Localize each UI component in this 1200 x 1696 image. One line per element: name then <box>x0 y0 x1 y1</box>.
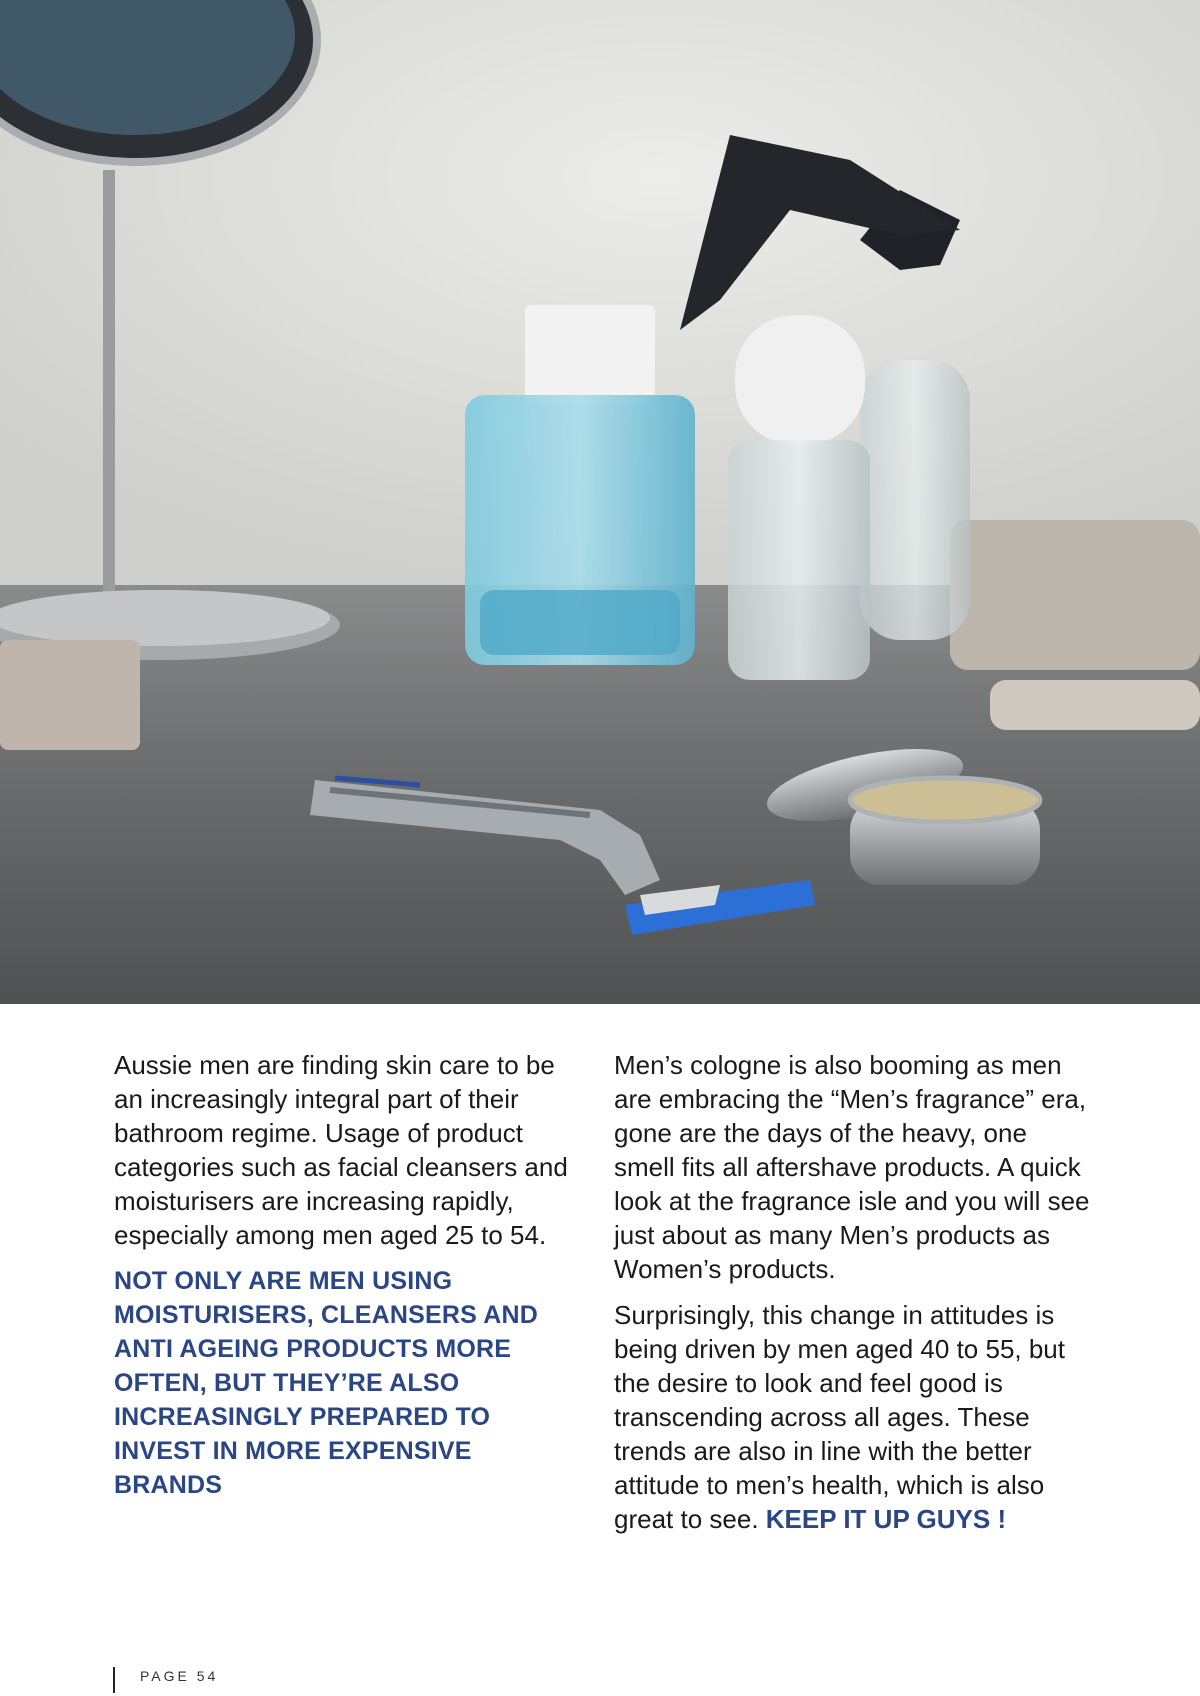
footer-divider <box>113 1667 115 1693</box>
left-body-paragraph: Aussie men are finding skin care to be an increasingly integral part of their bathroom regime. Usage of product categories such as facial cleansers and moisturisers are increasing rapidly, especially among men aged 25 to 54. <box>114 1050 568 1250</box>
page-number: PAGE 54 <box>140 1668 219 1684</box>
right-body-paragraph-2 <box>614 1298 1094 1536</box>
article-left-column <box>114 1048 584 1514</box>
right-body-paragraph-2-text: Surprisingly, this change in attitudes is being driven by men aged 40 to 55, but the desire to look and feel good is transcending across all ages. These trends are also in line with the better attitude to men’s health, which is also great to see. <box>614 1300 1065 1534</box>
soap-bar <box>0 640 140 750</box>
article-right-column <box>614 1048 1094 1548</box>
closing-highlight: KEEP IT UP GUYS ! <box>765 1504 1007 1534</box>
pull-quote: NOT ONLY ARE MEN USING MOISTURISERS, CLEANSERS AND ANTI AGEING PRODUCTS MORE OFTEN, BUT THEY’RE ALSO INCREASINGLY PREPARED TO INVEST IN MORE EXPENSIVE BRANDS <box>114 1267 538 1499</box>
roll-on-bottle <box>728 315 870 680</box>
right-body-paragraph-1: Men’s cologne is also booming as men are embracing the “Men’s fragrance” era, gone are the days of the heavy, one smell fits all aftershave products. A quick look at the fragrance isle and you will see just about as many Men’s products as Women’s products. <box>614 1050 1090 1284</box>
